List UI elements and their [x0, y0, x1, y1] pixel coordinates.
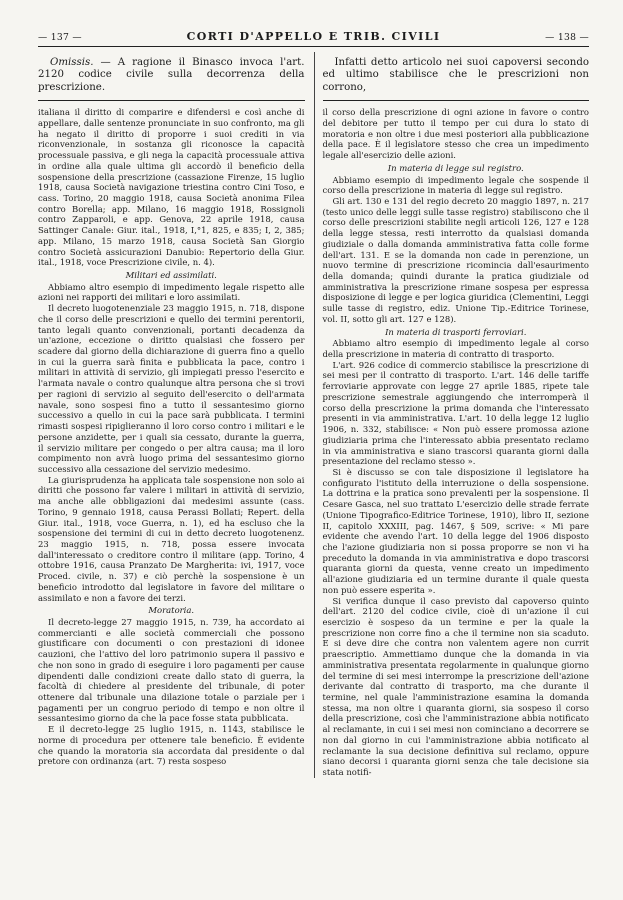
right-paragraph-3: Gli art. 130 e 131 del regio decreto 20 maggio 1897, n. 217 (testo unico delle leggi sulle tasse registro) stabiliscono che il corso delle prescrizioni stabilite negli articoli 126, 127 e 128 della legge stessa, resti interrotto da qualsiasi domanda giudiziale o dalla domanda amministrativa fatta colle forme dell'art. 131. E se la domanda non cade in perenzione, un nuovo termine di prescrizione ricomincia dall'esaurimento della domanda; quindi durante la pratica giudiziale od amministrativa la prescrizione rimane sospesa per espressa disposizione di legge e per logica giuridica (Clementini, Leggi sulle tasse di registro, ediz. Unione Tip.-Editrice Torinese, vol. II, sotto gli art. 127 e 128). [322, 195, 589, 324]
left-paragraph-6: E il decreto-legge 25 luglio 1915, n. 1143, stabilisce le norme di procedura per ottenere tale beneficio. È evidente che quando la moratoria sia accordata dal presidente o dal pretore con ordinanza (art. 7) resta sospeso [38, 724, 305, 767]
left-column [38, 52, 305, 778]
right-page-number: — 138 — [545, 32, 589, 43]
left-page-number: — 137 — [38, 32, 82, 43]
right-paragraph-4: Abbiamo altro esempio di impedimento legale al corso della prescrizione in materia di contratto di trasporto. [322, 338, 589, 360]
right-column [323, 52, 590, 778]
right-paragraph-6: Si è discusso se con tale disposizione il legislatore ha configurato l'istituto della interruzione o della sospensione. La dottrina e la pratica sono prevalenti per la sospensione. Il Cesare Gasca, nel suo trattato L'esercizio delle strade ferrate (Unione Tipografico-Editrice Torinese, 1910), libro II, sezione II, capitolo XXXIII, pag. 1467, § 509, scrive: « Mi pare evidente che avendo l'art. 10 della legge del 1906 disposto che l'azione giudiziaria non si possa proporre se non vi ha preceduto la domanda in via amministrativa e dopo trascorsi quaranta giorni da questa, venne creato un impedimento all'azione giudiziaria ed un termine durante il quale questa non può essere esperita ». [322, 466, 589, 595]
right-paragraph-1: il corso della prescrizione di ogni azione in favore o contro del debitore per tutto il tempo per cui dura lo stato di moratoria e non oltre i due mesi posteriori alla pubblicazione della pace. È il legislatore stesso che crea un impedimento legale all'esercizio delle azioni. [322, 107, 589, 161]
left-paragraph-2: Abbiamo altro esempio di impedimento legale rispetto alle azioni nei rapporti dei militari e loro assimilati. [38, 281, 305, 303]
heading-militari: Militari ed assimilati. [125, 270, 217, 280]
left-separator [38, 100, 305, 101]
left-lead-paragraph [38, 57, 305, 94]
right-paragraph-2: Abbiamo esempio di impedimento legale che sospende il corso della prescrizione in materia di legge sul registro. [322, 174, 589, 196]
running-title: CORTI D'APPELLO E TRIB. CIVILI [186, 30, 441, 43]
right-lead-paragraph: Infatti detto articolo nei suoi capoversi secondo ed ultimo stabilisce che le prescrizioni non corrono, [322, 57, 589, 93]
left-paragraph-1: italiana il diritto di comparire e difendersi e così anche di appellare, dalle sentenze pronunciate in suo confronto, ma gli ha negato il diritto di proporre i suoi crediti in via riconvenzionale, in sostanza gli riconosce la capacità processuale passiva, e gli nega la capacità processuale attiva in ordine alla quale ultima gli accordò il beneficio della sospensione della prescrizione (cassazione Firenze, 15 luglio 1918, causa Società navigazione triestina contro Cini Toso, e cass. Torino, 20 maggio 1918, causa Società anonima Filea contro Borella; app. Milano, 16 maggio 1918, Rossignoli contro Zapparoli, e app. Genova, 22 aprile 1918, causa Sattinger Canale: Giur. ital., 1918, I,°1, 825, e 835; I, 2, 385; app. Milano, 15 marzo 1918, causa Società San Giorgio contro Società assicurazioni Danubio: Repertorio della Giur. ital., 1918, voce Prescrizione civile, n. 4). [38, 107, 305, 268]
left-paragraph-4: La giurisprudenza ha applicata tale sospensione non solo ai diritti che possono far valere i militari in attività di servizio, ma anche alle obbligazioni dai medesimi assunte (cass. Torino, 9 gennaio 1918, causa Perassi Bollati; Repert. della Giur. ital., 1918, voce Guerra, n. 1), ed ha escluso che la sospensione dei termini di cui in detto decreto luogotenenz. 23 maggio 1915, n. 718, possa essere invocata dall'interessato o creditore contro il militare (app. Torino, 4 ottobre 1916, causa Pranzato De Margherita: ivi, 1917, voce Proced. civile, n. 37) e ciò perchè la sospensione è un beneficio introdotto dal legislatore in favore del militare o assimilato e non a favore dei terzi. [38, 474, 305, 603]
columns [38, 52, 589, 778]
omissis-label: Omissis. [50, 57, 94, 68]
left-lead-text: — A ragione il Binasco invoca l'art. 2120 codice civile sulla decorrenza della prescrizione. [38, 57, 305, 93]
heading-moratoria: Moratoria. [148, 605, 195, 616]
right-paragraph-5: L'art. 926 codice di commercio stabilisce la prescrizione di sei mesi per il contratto di trasporto. L'art. 146 delle tariffe ferroviarie approvate con legge 27 aprile 1885, ripete tale prescrizione semestrale aggiungendo che interromperà il corso della prescrizione la prima domanda che l'interessato presenti in via amministrativa. L'art. 10 della legge 12 luglio 1906, n. 332, stabilisce: « Non può essere promossa azione giudiziaria prima che l'interessato abbia presentato reclamo in via amministrativa e siano trascorsi quaranta giorni dalla presentazione del reclamo stesso ». [322, 359, 589, 467]
heading-registro: In materia di legge sul registro. [387, 162, 524, 173]
right-paragraph-7: Si verifica dunque il caso previsto dal capoverso quinto dell'art. 2120 del codice civile, cioè di un'azione il cui esercizio è sospeso da un termine e per la quale la prescrizione non corre fino a che il termine non sia scaduto. E si deve dire che contra non valentem agere non currit praescriptio. Ammettiamo dunque che la domanda in via amministrativa presentata regolarmente in qualunque giorno del termine di sei mesi interrompe la prescrizione dell'azione derivante dal contratto di trasporto, ma che durante il termine, nel quale l'amministrazione esamina la domanda stessa, ma non oltre i quaranta giorni, sia sospeso il corso della prescrizione, così che l'amministrazione abbia notificato al reclamante, in cui i sei mesi non cominciano a decorrere se non dal giorno in cui l'amministrazione abbia notificato al reclamante la sua decisione definitiva sul reclamo, oppure siano decorsi i quaranta giorni senza che tale decisione sia stata notifi- [322, 595, 589, 778]
running-header [38, 30, 589, 47]
left-paragraph-5: Il decreto-legge 27 maggio 1915, n. 739, ha accordato ai commercianti e alle società commerciali che possono giustificare con documenti o con prestazioni di idonee cauzioni, che l'attivo del loro patrimonio supera il passivo e che non sono in grado di eseguire i loro pagamenti per cause dipendenti dalle condizioni create dallo stato di guerra, la facoltà di chiedere al presidente del tribunale, di poter ottenere dal tribunale una dilazione totale o parziale per i pagamenti per un congruo periodo di tempo e non oltre il sessantesimo giorno da che la pace fosse stata pubblicata. [38, 617, 305, 724]
left-paragraph-3: Il decreto luogotenenziale 23 maggio 1915, n. 718, dispone che il corso delle prescrizioni e quello dei termini perentorii, tanto legali quanto convenzionali, portanti decadenza da un'azione, eccezione o diritto qualsiasi che fossero per scadere dal giorno della dichiarazione di guerra fino a quello in cui la guerra sarà finita e pubblicata la pace, contro i militari in attività di servizio, gli impiegati presso l'esercito e l'armata navale o contro qualunque altra persona che si trovi per ragioni di servizio al seguito dell'esercito o dell'armata navale, sono sospesi fino a tutto il sessantesimo giorno successivo a quello in cui la pace sarà pubblicata. I termini rimasti sospesi ripiglieranno il loro corso contro i militari e le persone anzidette, per i quali sia cessato, durante la guerra, il servizio militare per congedo o per altra causa; ma il loro compimento non avrà luogo prima del sessantesimo giorno successivo alla cessazione del servizio medesimo. [38, 303, 305, 474]
column-divider [314, 52, 315, 778]
right-separator [323, 100, 590, 101]
heading-trasporti: In materia di trasporti ferroviari. [385, 326, 527, 337]
